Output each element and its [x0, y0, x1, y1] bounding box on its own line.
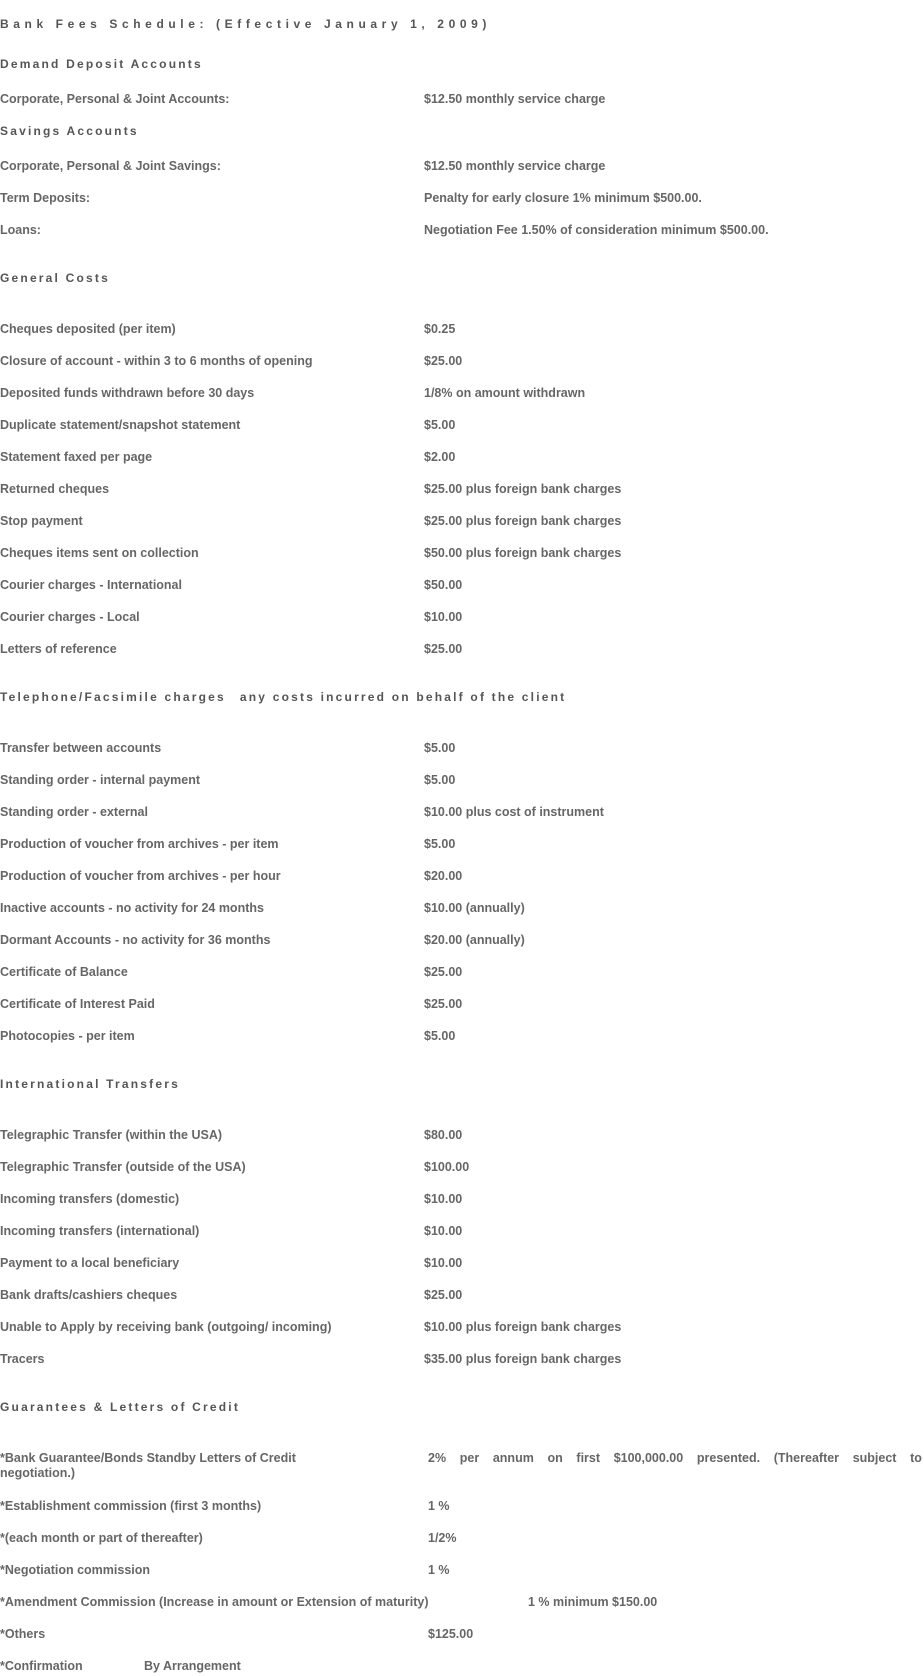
fee-label: Standing order - internal payment [0, 773, 201, 787]
fee-value: $5.00 [424, 741, 456, 755]
fee-label: Courier charges - Local [0, 610, 140, 624]
value-word: $100,000.00 [613, 1451, 684, 1465]
section-heading-telephone [0, 690, 566, 704]
fee-label: *Establishment commission (first 3 months) [0, 1499, 262, 1513]
fee-label: Loans: [0, 223, 41, 237]
fee-value: 1 % [428, 1499, 450, 1513]
fee-label: Returned cheques [0, 482, 110, 496]
fee-label: Transfer between accounts [0, 741, 162, 755]
fee-label: Telegraphic Transfer (within the USA) [0, 1128, 223, 1142]
fee-value: 1 % [428, 1563, 450, 1577]
fee-label: Production of voucher from archives - per hour [0, 869, 281, 883]
section-heading-savings: Savings Accounts [0, 124, 139, 138]
fee-value: $20.00 [424, 869, 463, 883]
value-word: first [576, 1451, 601, 1465]
fee-label: Letters of reference [0, 642, 117, 656]
fee-value: $10.00 [424, 610, 463, 624]
fee-value: $10.00 [424, 1256, 463, 1270]
fee-value: $10.00 [424, 1192, 463, 1206]
fee-label: Bank drafts/cashiers cheques [0, 1288, 178, 1302]
fee-value: $10.00 [424, 1224, 463, 1238]
fee-value: $12.50 monthly service charge [424, 159, 606, 173]
fee-value: $50.00 plus foreign bank charges [424, 546, 622, 560]
fee-label: Deposited funds withdrawn before 30 days [0, 386, 255, 400]
section-heading-international: International Transfers [0, 1077, 180, 1091]
fee-value: $20.00 (annually) [424, 933, 525, 947]
fee-value: $25.00 [424, 1288, 463, 1302]
fee-label: Duplicate statement/snapshot statement [0, 418, 241, 432]
fee-value: $5.00 [424, 837, 456, 851]
page-title: Bank Fees Schedule: (Effective January 1, 2009) [0, 17, 491, 31]
fee-value: $10.00 (annually) [424, 901, 525, 915]
fee-value: $25.00 [424, 965, 463, 979]
fee-value [424, 1451, 922, 1466]
fee-value: $2.00 [424, 450, 456, 464]
fee-label: Telegraphic Transfer (outside of the USA) [0, 1160, 246, 1174]
fee-value: Penalty for early closure 1% minimum $500.00. [424, 191, 702, 205]
fee-label: Payment to a local beneficiary [0, 1256, 180, 1270]
value-continuation: negotiation.) [0, 1466, 75, 1480]
fee-value: $25.00 plus foreign bank charges [424, 482, 622, 496]
fee-value: 1 % minimum $150.00 [528, 1595, 658, 1609]
section-heading-demand: Demand Deposit Accounts [0, 57, 203, 71]
fee-label: Unable to Apply by receiving bank (outgoing/ incoming) [0, 1320, 332, 1334]
fee-label: Incoming transfers (domestic) [0, 1192, 180, 1206]
value-word: to [910, 1451, 922, 1465]
guarantee-first-row [0, 1451, 922, 1481]
fee-label: Production of voucher from archives - per item [0, 837, 279, 851]
fee-value: $10.00 plus cost of instrument [424, 805, 604, 819]
fee-value: $5.00 [424, 773, 456, 787]
fee-label: Courier charges - International [0, 578, 182, 592]
section-heading-general: General Costs [0, 271, 110, 285]
fee-label: Cheques deposited (per item) [0, 322, 176, 336]
fee-value: $5.00 [424, 1029, 456, 1043]
fee-value: 1/2% [428, 1531, 457, 1545]
fee-value: $5.00 [424, 418, 456, 432]
fee-value: $80.00 [424, 1128, 463, 1142]
fee-label: Corporate, Personal & Joint Savings: [0, 159, 221, 173]
fee-label: Statement faxed per page [0, 450, 153, 464]
fee-value: $100.00 [424, 1160, 470, 1174]
fee-label: *Negotiation commission [0, 1563, 151, 1577]
fee-label: Photocopies - per item [0, 1029, 135, 1043]
fee-value: Negotiation Fee 1.50% of consideration minimum $500.00. [424, 223, 769, 237]
value-word: on [547, 1451, 563, 1465]
fee-label: *Others [0, 1627, 46, 1641]
fee-label: Closure of account - within 3 to 6 months of opening [0, 354, 313, 368]
value-word: 2% [428, 1451, 447, 1465]
fee-value: $35.00 plus foreign bank charges [424, 1352, 622, 1366]
fee-label: Cheques items sent on collection [0, 546, 199, 560]
fee-label: Stop payment [0, 514, 83, 528]
fee-value: $12.50 monthly service charge [424, 92, 606, 106]
fee-label: Term Deposits: [0, 191, 91, 205]
fee-value: By Arrangement [144, 1659, 241, 1673]
value-word: annum [492, 1451, 534, 1465]
fee-value: $125.00 [428, 1627, 474, 1641]
fee-label: *(each month or part of thereafter) [0, 1531, 203, 1545]
fee-label: Inactive accounts - no activity for 24 months [0, 901, 264, 915]
fee-label: Standing order - external [0, 805, 148, 819]
fee-label: *Amendment Commission (Increase in amount or Extension of maturity) [0, 1595, 429, 1609]
fee-value: $25.00 [424, 642, 463, 656]
fee-label: *Confirmation [0, 1659, 83, 1673]
telephone-heading-text: Telephone/Facsimile charges [0, 690, 226, 704]
fee-value: $25.00 [424, 354, 463, 368]
fee-value: $10.00 plus foreign bank charges [424, 1320, 622, 1334]
value-word: subject [852, 1451, 897, 1465]
value-word: (Thereafter [773, 1451, 840, 1465]
value-word: per [459, 1451, 480, 1465]
fee-label: Dormant Accounts - no activity for 36 months [0, 933, 271, 947]
fee-label: Corporate, Personal & Joint Accounts: [0, 92, 230, 106]
section-heading-guarantees: Guarantees & Letters of Credit [0, 1400, 241, 1414]
fee-label: Tracers [0, 1352, 45, 1366]
fee-value: $25.00 [424, 997, 463, 1011]
fee-value: $0.25 [424, 322, 456, 336]
fee-value: $50.00 [424, 578, 463, 592]
fee-label: Incoming transfers (international) [0, 1224, 200, 1238]
fee-label: *Bank Guarantee/Bonds Standby Letters of Credit [0, 1451, 296, 1465]
fee-label: Certificate of Balance [0, 965, 128, 979]
fee-label: Certificate of Interest Paid [0, 997, 155, 1011]
fee-value: 1/8% on amount withdrawn [424, 386, 586, 400]
telephone-heading-note: any costs incurred on behalf of the client [239, 690, 567, 704]
value-word: presented. [696, 1451, 761, 1465]
fee-value: $25.00 plus foreign bank charges [424, 514, 622, 528]
